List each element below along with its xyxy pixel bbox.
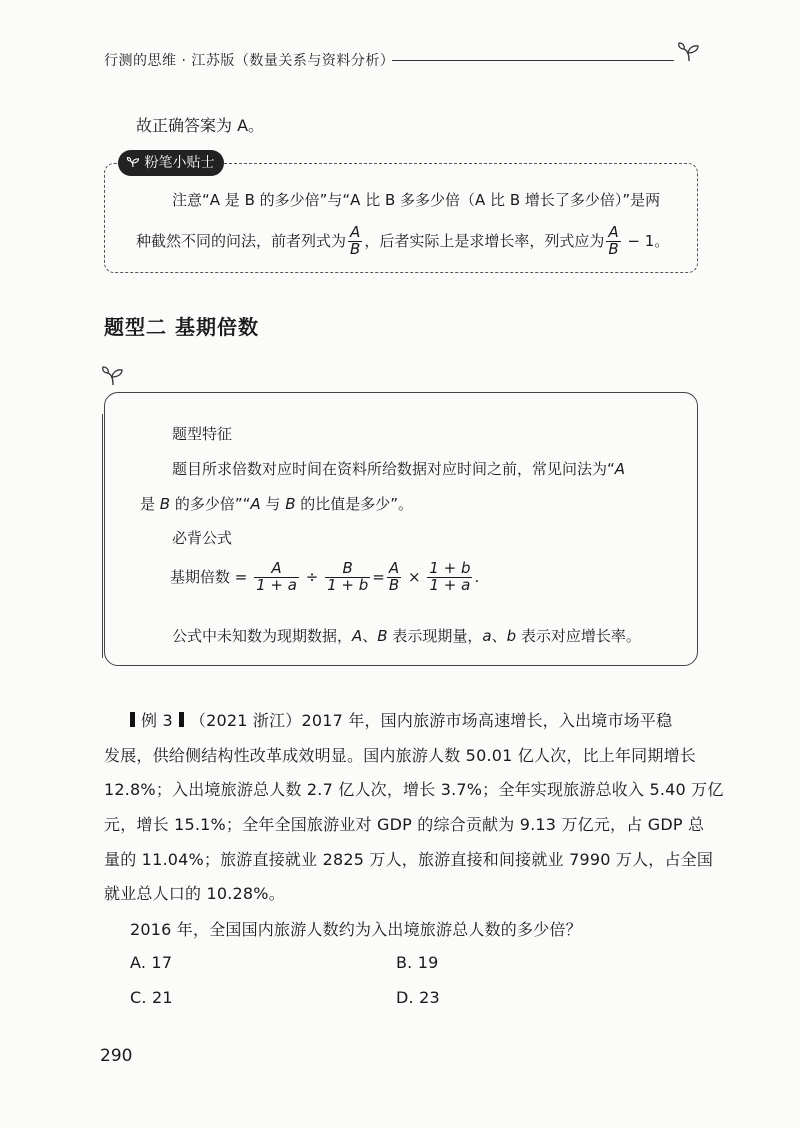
tip-label-text: 粉笔小贴士 — [144, 155, 215, 171]
running-header: 行测的思维 · 江苏版（数量关系与资料分析） — [104, 53, 395, 69]
example-marker-right — [179, 712, 184, 727]
example-line-6: 就业总人口的 10.28%。 — [104, 884, 285, 903]
answer-line: 故正确答案为 A。 — [136, 116, 265, 135]
sprout-icon — [100, 364, 126, 386]
fraction-a-over-b-2: $\frac{A}{B}$ — [608, 223, 619, 258]
feature-desc-line-1: 题目所求倍数对应时间在资料所给数据对应时间之前，常见问法为“A — [172, 460, 626, 478]
fraction-a-over-b: $\frac{A}{B}$ — [350, 223, 361, 258]
feature-desc-line-2: 是 B 的多少倍”“A 与 B 的比值是多少”。 — [140, 495, 414, 513]
tip-line-2: 种截然不同的问法，前者列式为 $\frac{A}{B}$ ，后者实际上是求增长率，列式应为 $\frac{A}{B}$ − 1。 — [136, 223, 670, 258]
question-text: 2016 年，全国国内旅游人数约为入出境旅游总人数的多少倍？ — [130, 920, 582, 939]
section-title: 题型二 基期倍数 — [104, 315, 259, 339]
example-label: 例 3 — [141, 711, 173, 730]
example-line-3: 12.8%；入出境旅游总人数 2.7 亿人次，增长 3.7%；全年实现旅游总收入 5.40 万亿 — [104, 780, 724, 799]
formula-heading: 必背公式 — [172, 529, 233, 547]
example-line-5: 量的 11.04%；旅游直接就业 2825 万人，旅游直接和间接就业 7990 万人，占全国 — [104, 850, 714, 869]
feature-box-left-rule — [102, 414, 103, 658]
option-a[interactable]: A. 17 — [130, 953, 173, 972]
formula-note: 公式中未知数为现期数据，A、B 表示现期量，a、b 表示对应增长率。 — [172, 627, 641, 645]
tip-line-1: 注意“A 是 B 的多少倍”与“A 比 B 多多少倍（A 比 B 增长了多少倍）”是两 — [172, 191, 661, 209]
example-line-2: 发展，供给侧结构性改革成效明显。国内旅游人数 50.01 亿人次，比上年同期增长 — [104, 746, 696, 765]
sprout-icon — [676, 40, 702, 62]
option-b[interactable]: B. 19 — [396, 953, 439, 972]
formula-frac-1: $\frac{A}{1 + a}$ — [256, 559, 297, 594]
formula-frac-3: $\frac{A}{B}$ — [388, 559, 400, 594]
option-c[interactable]: C. 21 — [130, 988, 173, 1007]
example-marker-left — [130, 712, 135, 727]
example-line-1: 例 3 （2021 浙江）2017 年，国内旅游市场高速增长，入出境市场平稳 — [130, 708, 672, 731]
tip-label — [118, 150, 224, 176]
page-number: 290 — [100, 1046, 133, 1066]
feature-heading: 题型特征 — [172, 425, 233, 443]
header-rule — [392, 60, 674, 61]
formula-frac-4: $\frac{1 + b}{1 + a}$ — [429, 559, 471, 594]
example-line-4: 元，增长 15.1%；全年全国旅游业对 GDP 的综合贡献为 9.13 万亿元，占 GDP 总 — [104, 815, 705, 834]
base-multiple-formula: 基期倍数 = $\frac{A}{1 + a}$ ÷ $\frac{B}{1 + b}$ = $\frac{A}{B}$ × $\frac{1 + b}{1 + a}$ . — [170, 559, 480, 594]
formula-frac-2: $\frac{B}{1 + b}$ — [327, 559, 369, 594]
sprout-icon — [126, 156, 140, 168]
option-d[interactable]: D. 23 — [396, 988, 440, 1007]
